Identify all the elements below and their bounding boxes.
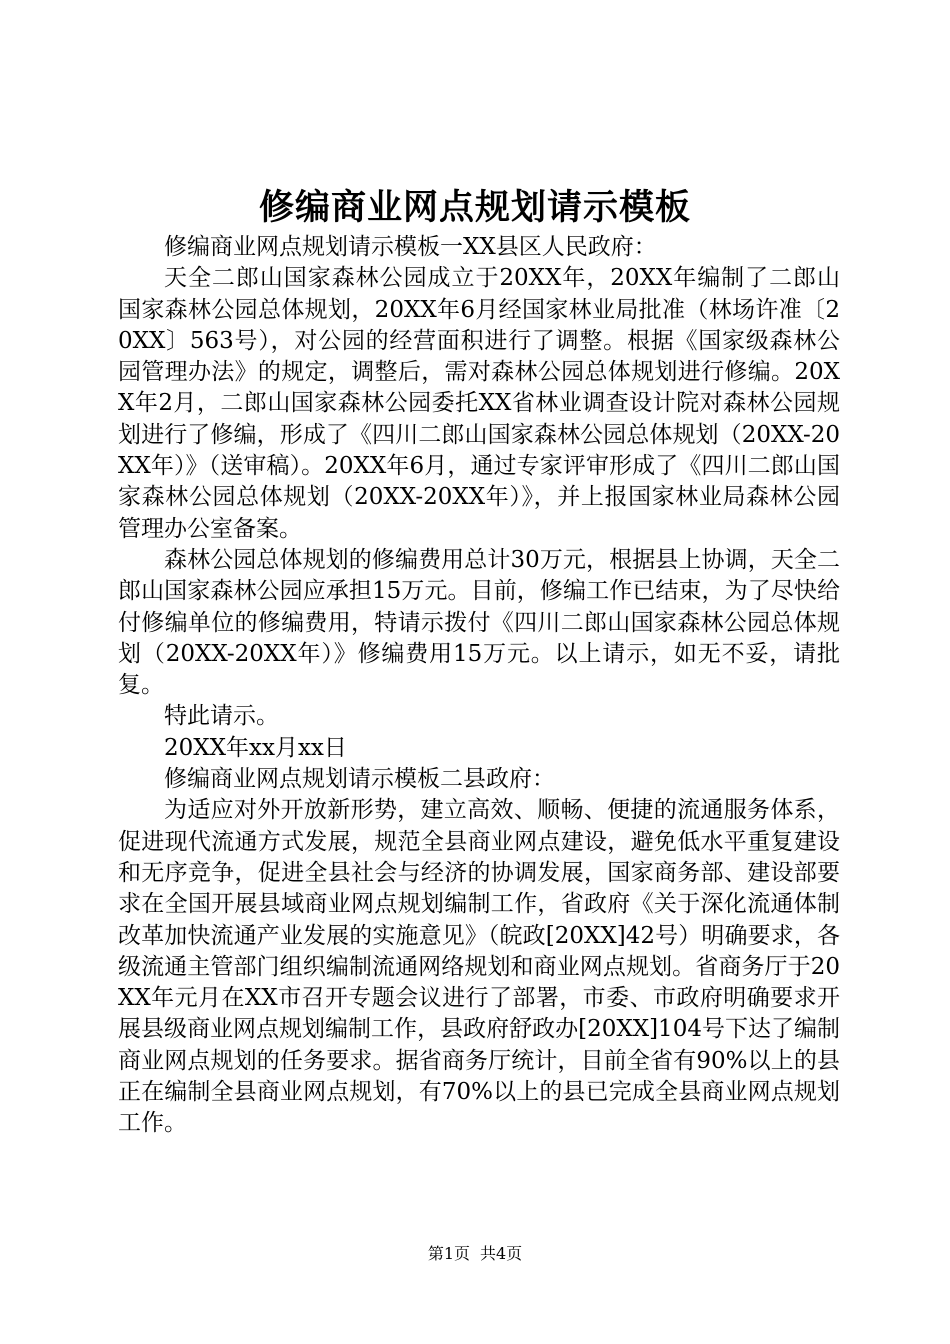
body-paragraph: 天全二郎山国家森林公园成立于20XX年，20XX年编制了二郎山国家森林公园总体规划，20XX年6月经国家林业局批准（林场许准〔20XX〕563号），对公园的经营面积进行了调整。根据《国家级森林公园管理办法》的规定，调整后，需对森林公园总体规划进行修编。20XX年2月，二郎山国家森林公园委托XX省林业调查设计院对森林公园规划进行了修编，形成了《四川二郎山国家森林公园总体规划（20XX-20XX年）》（送审稿）。20XX年6月，通过专家评审形成了《四川二郎山国家森林公园总体规划（20XX-20XX年）》，并上报国家林业局森林公园管理办公室备案。	[118, 265, 840, 542]
body-paragraph: 森林公园总体规划的修编费用总计30万元，根据县上协调，天全二郎山国家森林公园应承担15万元。目前，修编工作已结束，为了尽快给付修编单位的修编费用，特请示拨付《四川二郎山国家森林公园总体规划（20XX-20XX年）》修编费用15万元。以上请示，如无不妥，请批复。	[118, 546, 840, 699]
document-title: 修编商业网点规划请示模板	[258, 187, 691, 228]
salutation-paragraph-2: 修编商业网点规划请示模板二县政府：	[164, 766, 555, 793]
salutation-paragraph-1: 修编商业网点规划请示模板一XX县区人民政府：	[164, 234, 657, 260]
closing-paragraph: 特此请示。	[164, 703, 279, 730]
page-total: 共4页	[480, 1244, 523, 1263]
body-paragraph: 为适应对外开放新形势，建立高效、顺畅、便捷的流通服务体系，促进现代流通方式发展，规范全县商业网点建设，避免低水平重复建设和无序竞争，促进全县社会与经济的协调发展，国家商务部、建设部要求在全国开展县域商业网点规划编制工作，省政府《关于深化流通体制改革加快流通产业发展的实施意见》（皖政[20XX]42号）明确要求，各级流通主管部门组织编制流通网络规划和商业网点规划。省商务厅于20XX年元月在XX市召开专题会议进行了部署，市委、市政府明确要求开展县级商业网点规划编制工作，县政府舒政办[20XX]104号下达了编制商业网点规划的任务要求。据省商务厅统计，目前全省有90%以上的县正在编制全县商业网点规划，有70%以上的县已完成全县商业网点规划工作。	[118, 797, 840, 1137]
page-footer	[0, 1243, 950, 1265]
date-line: 20XX年xx月xx日	[164, 734, 347, 761]
page-number: 第1页	[427, 1244, 470, 1263]
document-body	[118, 232, 840, 1140]
